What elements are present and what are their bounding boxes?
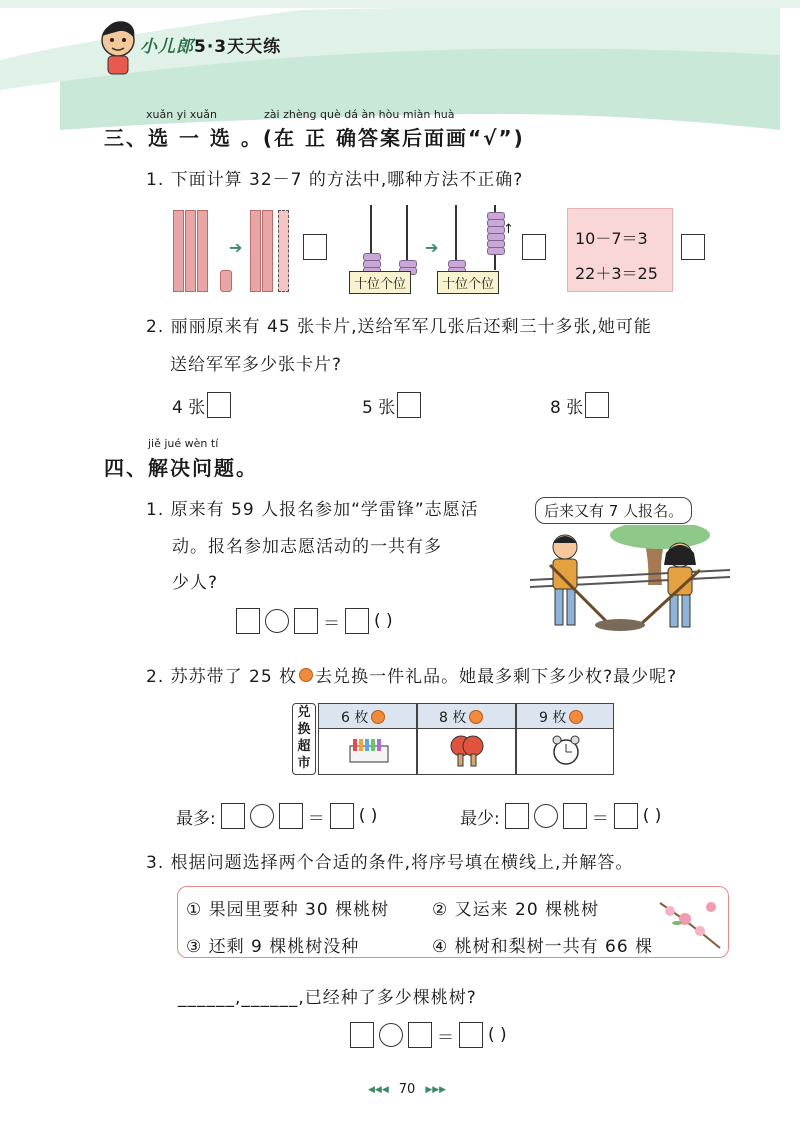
alarm-clock-icon — [551, 734, 581, 768]
condition-1: ① 果园里要种 30 棵桃树 — [186, 900, 390, 920]
shop-table — [318, 703, 614, 775]
eq-box[interactable] — [279, 803, 303, 829]
s4-q1-equation: ＝ ( ) — [236, 608, 393, 634]
eq-box[interactable] — [350, 1022, 374, 1048]
shop-label: 兑换超市 — [292, 703, 316, 775]
medal-icon — [371, 710, 385, 724]
option-5: 5 张 — [362, 392, 421, 418]
s3-q1-text: 1. 下面计算 32－7 的方法中,哪种方法不正确? — [146, 170, 524, 190]
eq-box[interactable] — [236, 608, 260, 634]
answer-box-method-a[interactable] — [303, 234, 327, 260]
answer-box-option-4[interactable] — [207, 392, 231, 418]
section3-title: 三、选 一 选 。(在 正 确答案后面画“√”) — [104, 126, 525, 150]
left-arrows-icon: ◀◀◀ — [368, 1084, 389, 1095]
right-arrows-icon: ▶▶▶ — [425, 1084, 447, 1095]
condition-4: ④ 桃树和梨树一共有 66 棵 — [432, 937, 654, 957]
medal-icon — [299, 668, 313, 682]
operator-circle[interactable] — [250, 804, 274, 828]
unit-paren[interactable]: ( ) — [488, 1025, 507, 1045]
option-8: 8 张 — [550, 392, 609, 418]
eq-box[interactable] — [221, 803, 245, 829]
price-6: 6 枚 — [341, 707, 385, 727]
card-line2: 22＋3＝25 — [575, 264, 658, 283]
unit-paren[interactable]: ( ) — [374, 611, 393, 631]
eq-box[interactable] — [408, 1022, 432, 1048]
operator-circle[interactable] — [534, 804, 558, 828]
s4-q2-most: 最多: ＝ ( ) — [176, 803, 377, 829]
unit-paren[interactable]: ( ) — [642, 806, 662, 826]
condition-3: ③ 还剩 9 棵桃树没种 — [186, 937, 360, 957]
condition-2: ② 又运来 20 棵桃树 — [432, 900, 600, 920]
s3-q2-line1: 2. 丽丽原来有 45 张卡片,送给军军几张后还剩三十多张,她可能 — [146, 317, 652, 337]
crayons-icon — [349, 736, 389, 764]
eq-result-box[interactable] — [345, 608, 369, 634]
section3-pinyin-b: zài zhèng què dá àn hòu miàn huà — [264, 108, 455, 121]
unit-paren[interactable]: ( ) — [358, 806, 378, 826]
price-8: 8 枚 — [439, 707, 483, 727]
s4-q3-question: ______,______,已经种了多少棵桃树? — [178, 988, 477, 1008]
s4-q1-line2: 动。报名参加志愿活动的一共有多 — [172, 537, 442, 557]
answer-box-method-c[interactable] — [681, 234, 705, 260]
section3-pinyin-a: xuǎn yi xuǎn — [146, 108, 217, 121]
eq-box[interactable] — [294, 608, 318, 634]
price-9: 9 枚 — [539, 707, 583, 727]
arrow-up-icon: ↑ — [503, 222, 514, 237]
s4-q3-text: 3. 根据问题选择两个合适的条件,将序号填在横线上,并解答。 — [146, 853, 634, 873]
brand-title: 小儿郎5·3天天练 — [140, 37, 282, 57]
eq-result-box[interactable] — [459, 1022, 483, 1048]
section4-title: 四、解决问题。 — [104, 456, 258, 480]
page-number: 70 — [398, 1082, 416, 1097]
medal-icon — [469, 710, 483, 724]
eq-box[interactable] — [505, 803, 529, 829]
ping-pong-paddles-icon — [449, 734, 485, 768]
s4-q2-text: 2. 苏苏带了 25 枚 去兑换一件礼品。她最多剩下多少枚?最少呢? — [146, 667, 678, 687]
abacus-label-b: 十位个位 — [437, 271, 499, 294]
answer-box-option-8[interactable] — [585, 392, 609, 418]
eq-box[interactable] — [563, 803, 587, 829]
section4-pinyin: jiě jué wèn tí — [148, 437, 219, 450]
answer-box-option-5[interactable] — [397, 392, 421, 418]
arrow-right-icon: ➔ — [229, 238, 243, 257]
mascot-boy-icon — [96, 18, 140, 76]
s3-q2-line2: 送给军军多少张卡片? — [170, 355, 343, 375]
arrow-right-icon: ➔ — [425, 238, 439, 257]
answer-box-method-b[interactable] — [522, 234, 546, 260]
kids-sweeping-illustration — [530, 525, 730, 635]
speech-bubble: 后来又有 7 人报名。 — [535, 497, 692, 524]
option-4: 4 张 — [172, 392, 231, 418]
s4-q1-line3: 少人? — [172, 573, 219, 593]
peach-blossom-icon — [655, 893, 725, 953]
s4-q3-equation: ＝ ( ) — [350, 1022, 507, 1048]
medal-icon — [569, 710, 583, 724]
eq-result-box[interactable] — [330, 803, 354, 829]
eq-result-box[interactable] — [614, 803, 638, 829]
card-line1: 10－7＝3 — [575, 229, 648, 248]
operator-circle[interactable] — [265, 609, 289, 633]
s4-q2-least: 最少: ＝ ( ) — [460, 803, 661, 829]
page-footer — [368, 1082, 446, 1097]
operator-circle[interactable] — [379, 1023, 403, 1047]
abacus-label-a: 十位个位 — [349, 271, 411, 294]
s4-q1-line1: 1. 原来有 59 人报名参加“学雷锋”志愿活 — [146, 500, 479, 520]
